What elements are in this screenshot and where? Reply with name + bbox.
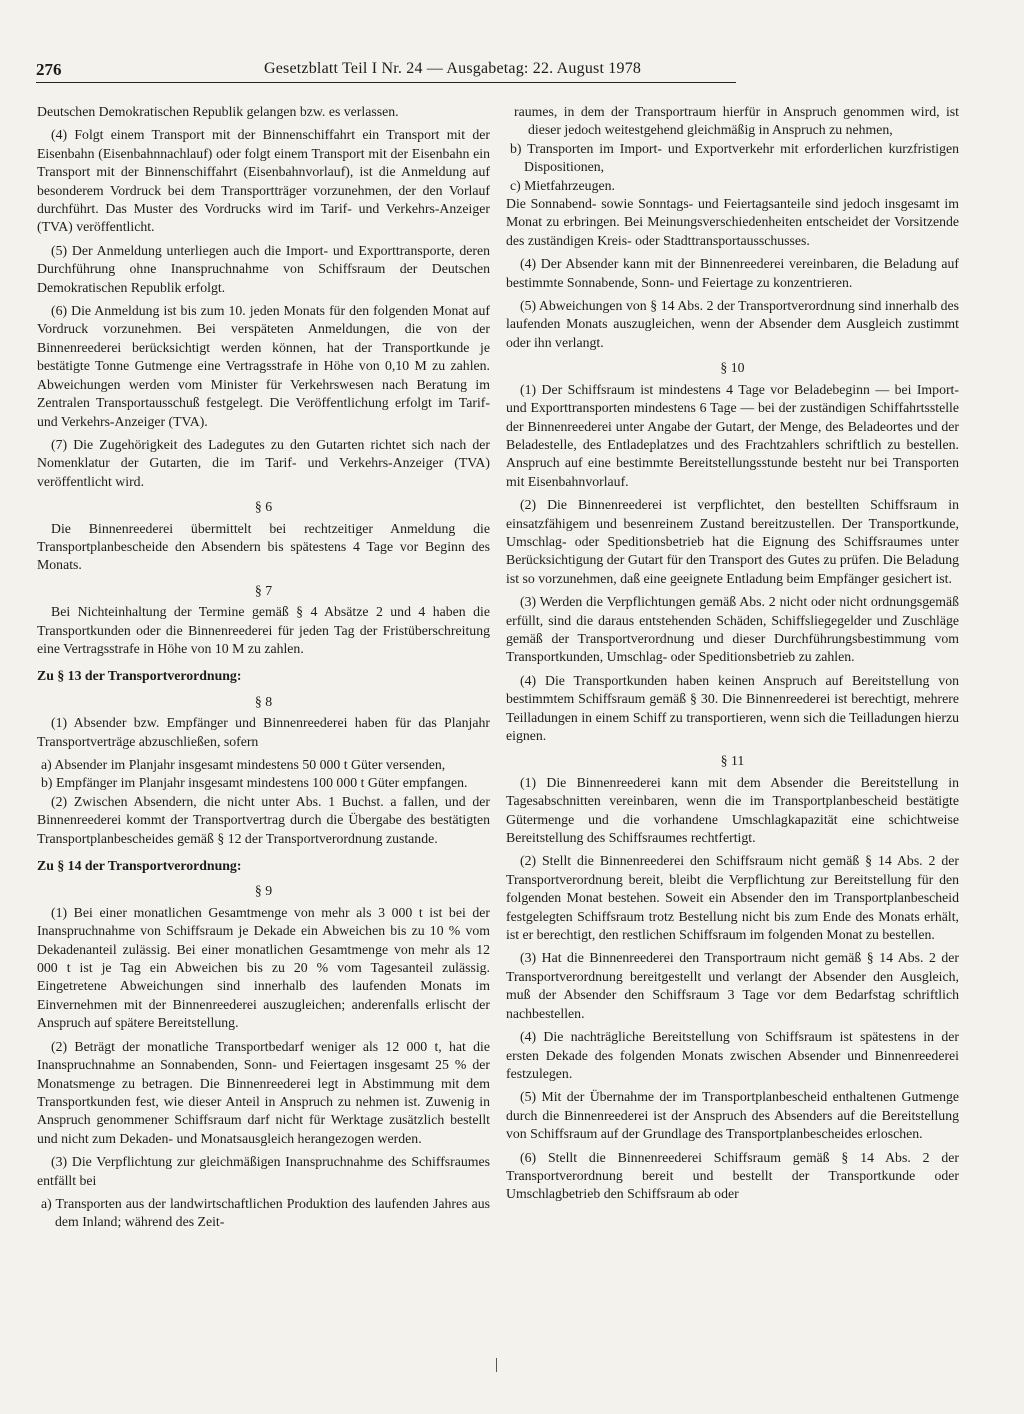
section-heading: § 8	[254, 693, 273, 709]
paragraph: (5) Abweichungen von § 14 Abs. 2 der Transportverordnung sind innerhalb des laufenden Monats auszugleichen, wenn der Absender dem Ausgleich zustimmt oder ihn verlangt.	[506, 298, 959, 350]
list-item-continuation: raumes, in dem der Transportraum hierfür in Anspruch genommen wird, ist dieser jedoch weitestgehend gleichmäßig in Anspruch zu nehmen,	[514, 104, 959, 138]
list-item: a) Absender im Planjahr insgesamt mindestens 50 000 t Güter versenden,	[41, 757, 446, 772]
section-heading: § 9	[254, 883, 273, 899]
paragraph: (5) Der Anmeldung unterliegen auch die Import- und Exporttransporte, deren Durchführung ohne Inanspruchnahme von Schiffsraum der Deutschen Demokratischen Republik erfolgt.	[37, 242, 490, 295]
paragraph: Bei Nichteinhaltung der Termine gemäß § 4 Absätze 2 und 4 haben die Transportkunden oder die Binnenreederei für jeden Tag der Fristüberschreitung eine Vertragsstrafe in Höhe von 10 M zu zahlen.	[37, 604, 490, 656]
paragraph: Die Binnenreederei übermittelt bei rechtzeitiger Anmeldung die Transportplanbescheide den Absendern bis spätestens 4 Tage vor Beginn des Monats.	[37, 520, 490, 573]
section-heading: § 7	[254, 582, 273, 598]
paragraph: (4) Folgt einem Transport mit der Binnenschiffahrt ein Transport mit der Eisenbahn (Eisenbahnnachlauf) oder folgt einem Transport mit der Eisenbahn ein Transport mit der Binnenschiffahrt (Eisenbahnvorlauf), ist die Anmeldung auf besonderem Vordruck bei dem Transportträger vorzunehmen, der den Vorlauf durchführt. Das Muster des Vordrucks wird im Tarif- und Verkehrs-Anzeiger (TVA) veröffentlicht.	[37, 127, 490, 235]
paragraph: (6) Die Anmeldung ist bis zum 10. jeden Monats für den folgenden Monat auf Vordruck vorzunehmen. Bei verspäteten Anmeldungen, die von der Binnenreederei berücksichtigt werden können, hat der Transportkunde je bestätigte Tonne Gutmenge eine Vertragsstrafe in Höhe von 0,10 M zu zahlen. Abweichungen werden vom Minister für Verkehrswesen nach Beratung im Zentralen Transportausschuß festgelegt. Die Veröffentlichung erfolgt im Tarif- und Verkehrs-Anzeiger (TVA).	[37, 303, 490, 429]
paragraph: (7) Die Zugehörigkeit des Ladegutes zu den Gutarten richtet sich nach der Nomenklatur der Gutarten, die im Tarif- und Verkehrs-Anzeiger (TVA) veröffentlicht wird.	[37, 436, 490, 489]
page-header	[36, 60, 736, 83]
paragraph: (4) Der Absender kann mit der Binnenreederei vereinbaren, die Beladung auf bestimmte Sonnabende, Sonn- und Feiertage zu konzentrieren.	[506, 256, 959, 290]
paragraph: (1) Die Binnenreederei kann mit dem Absender die Bereitstellung in Tagesabschnitten vereinbaren, wenn die im Transportplanbescheid bestätigte Gütermenge und die vorhandene Umschlagkapazität eine schichtweise Bereitstellung des Schiffsraumes rechtfertigt.	[506, 774, 959, 846]
section-heading: § 6	[254, 499, 273, 515]
paragraph: (2) Zwischen Absendern, die nicht unter Abs. 1 Buchst. a fallen, und der Binnenreederei kommt der Transportvertrag durch die Übergabe des bestätigten Transportplanbescheides gemäß § 12 der Transportverordnung zustande.	[37, 793, 490, 846]
column-divider-mark	[496, 1358, 497, 1372]
section-heading: § 11	[720, 753, 745, 769]
paragraph: (2) Stellt die Binnenreederei den Schiffsraum nicht gemäß § 14 Abs. 2 der Transportverordnung bereit, bleibt die Verpflichtung zur Bereitstellung für den folgenden Monat bestehen. Soweit ein Absender den im Transportplanbescheid festgelegten Schiffsraum trotz Bestellung nicht bis zum Ende des Monats erhält, ist er berechtigt, den restlichen Schiffsraum im folgenden Monat zu bestellen.	[506, 853, 959, 943]
header-title: Gesetzblatt Teil I Nr. 24 — Ausgabetag: 22. August 1978	[264, 60, 642, 77]
list-item: b) Transporten im Import- und Exportverkehr mit erforderlichen kurzfristigen Dispositionen,	[510, 140, 959, 175]
paragraph: (6) Stellt die Binnenreederei Schiffsraum gemäß § 14 Abs. 2 der Transportverordnung bereit und bestellt der Transportkunde oder Umschlagbetrieb den Schiffsraum ab oder	[506, 1149, 959, 1202]
regulation-heading: Zu § 14 der Transportverordnung:	[37, 858, 242, 874]
paragraph: (2) Beträgt der monatliche Transportbedarf weniger als 12 000 t, hat die Inanspruchnahme an Sonnabenden, Sonn- und Feiertagen insgesamt 25 % der Monatsmenge zu betragen. Die Binnenreederei legt in Abstimmung mit dem Transportkunden fest, wie dieser Anteil in Anspruch zu nehmen ist. Zuwenig in Anspruch genommener Schiffsraum darf nicht für Werktage zusätzlich bestellt und nicht zum Dekaden- und Monatsausgleich herangezogen werden.	[37, 1038, 490, 1146]
list-item: c) Mietfahrzeugen.	[510, 177, 615, 193]
paragraph: (3) Hat die Binnenreederei den Transportraum nicht gemäß § 14 Abs. 2 der Transportverordnung bereitgestellt und verlangt der Absender den Ausgleich, muß der Absender den Schiffsraum 3 Tage vor dem Bedarfstag schriftlich nachbestellen.	[506, 950, 959, 1021]
left-column	[37, 103, 490, 1232]
page-number: 276	[36, 60, 62, 79]
paragraph: (3) Die Verpflichtung zur gleichmäßigen Inanspruchnahme des Schiffsraumes entfällt bei	[37, 1154, 490, 1188]
paragraph: (4) Die Transportkunden haben keinen Anspruch auf Bereitstellung von bestimmtem Schiffsraum gemäß § 30. Die Binnenreederei ist berechtigt, mehrere Teilladungen in einem Schiff zu transportieren, wenn sich die Teilladungen hierzu eignen.	[506, 672, 959, 743]
paragraph: (1) Der Schiffsraum ist mindestens 4 Tage vor Beladebeginn — bei Import- und Exporttransporten mindestens 6 Tage — bei der zuständigen Schiffahrtsstelle der Binnenreederei unter Angabe der Gutart, der Menge, des Beladeortes und der Beladestelle, des Entladeplatzes und des Frachtzahlers schriftlich zu bestellen. Anspruch auf eine bestimmte Bereitstellungsstunde besteht nur bei Transporten mit Eisenbahnvorlauf.	[506, 381, 959, 489]
paragraph: Die Sonnabend- sowie Sonntags- und Feiertagsanteile sind jedoch insgesamt im Monat zu erbringen. Bei Meinungsverschiedenheiten entscheidet der Vorsitzende des zuständigen Kreis- oder Stadttransportausschusses.	[506, 196, 959, 248]
list-item: a) Transporten aus der landwirtschaftlichen Produktion des laufenden Jahres aus dem Inland; während des Zeit-	[41, 1195, 490, 1230]
paragraph: (5) Mit der Übernahme der im Transportplanbescheid enthaltenen Gutmenge durch die Binnenreederei ist der Anspruch des Absenders auf die Bereitstellung von Schiffsraum auf der Grundlage des Transportplanbescheides erloschen.	[506, 1089, 959, 1142]
paragraph: (4) Die nachträgliche Bereitstellung von Schiffsraum ist spätestens in der ersten Dekade des folgenden Monats zwischen Absender und Binnenreederei festzulegen.	[506, 1029, 959, 1081]
paragraph: Deutschen Demokratischen Republik gelangen bzw. es verlassen.	[37, 104, 399, 119]
regulation-heading: Zu § 13 der Transportverordnung:	[37, 668, 242, 684]
list-item: b) Empfänger im Planjahr insgesamt mindestens 100 000 t Güter empfangen.	[41, 775, 468, 791]
section-heading: § 10	[720, 360, 745, 376]
right-column	[506, 103, 959, 1209]
paragraph: (1) Bei einer monatlichen Gesamtmenge von mehr als 3 000 t ist bei der Inanspruchnahme von Schiffsraum je Dekade ein Abweichen bis zu 10 % vom Dekadenanteil zulässig. Bei einer monatlichen Gesamtmenge von mehr als 12 000 t ist je Tag ein Abweichen bis zu 20 % vom Tagesanteil zulässig. Eingetretene Abweichungen sind innerhalb des laufenden Monats im Einvernehmen mit der Binnenreederei auszugleichen; anderenfalls erlischt der Anspruch auf spätere Bereitstellung.	[37, 904, 490, 1031]
paragraph: (3) Werden die Verpflichtungen gemäß Abs. 2 nicht oder nicht ordnungsgemäß erfüllt, sind die daraus entstehenden Schäden, Schiffsliegegelder und Zuschläge gemäß der Transportverordnung und dieser Durchführungsbestimmung vom Transportkunden, Umschlag- oder Speditionsbetrieb zu zahlen.	[506, 594, 959, 665]
paragraph: (2) Die Binnenreederei ist verpflichtet, den bestellten Schiffsraum in einsatzfähigem und besenreinem Zustand bereitzustellen. Der Transportkunde, Umschlag- oder Speditionsbetrieb hat die Eignung des Schiffsraumes unter Berücksichtigung der Gutart für den Transport des Gutes zu prüfen. Die Beladung ist so vorzunehmen, daß eine geeignete Entladung beim Empfänger gesichert ist.	[506, 497, 959, 586]
paragraph: (1) Absender bzw. Empfänger und Binnenreederei haben für das Planjahr Transportverträge abzuschließen, sofern	[37, 715, 490, 749]
